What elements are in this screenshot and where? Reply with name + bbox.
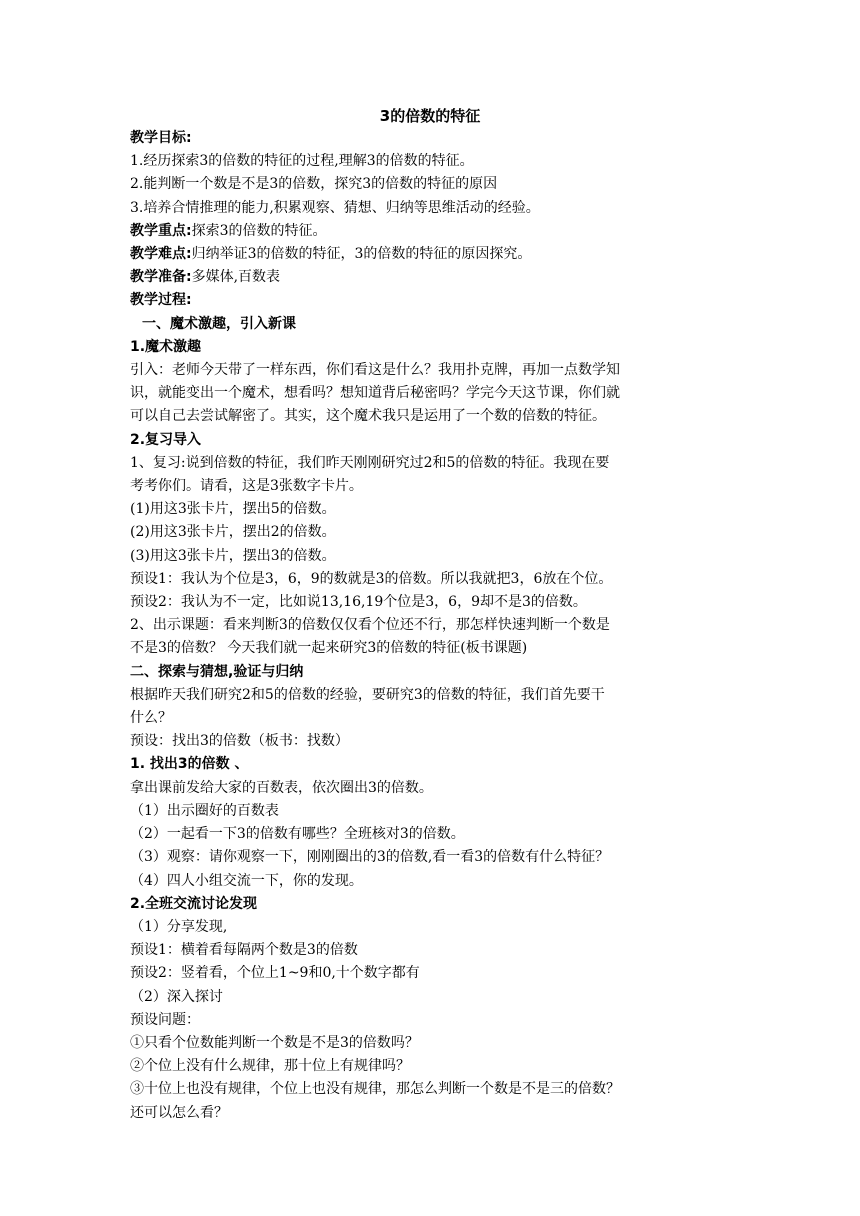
paragraph-line: 预设问题：	[130, 1011, 200, 1028]
objectives-heading: 教学目标:	[130, 130, 192, 146]
paragraph-line: 考考你们。请看，这是3张数字卡片。	[130, 478, 363, 495]
paragraph-line: （1）分享发现,	[130, 918, 228, 935]
difficulty-text: 归纳举证3的倍数的特征，3的倍数的特征的原因探究。	[191, 246, 532, 263]
paragraph-line: (1)用这3张卡片，摆出5的倍数。	[130, 501, 336, 518]
paragraph-line: 预设：找出3的倍数（板书：找数）	[130, 733, 349, 750]
paragraph-line: (3)用这3张卡片，摆出3的倍数。	[130, 547, 336, 564]
section2-step1-heading: 1. 找出3的倍数 、	[130, 756, 249, 773]
paragraph-line: 什么？	[130, 710, 172, 727]
preparation-label: 教学准备:	[130, 269, 192, 286]
paragraph-line: 识，就能变出一个魔术，想看吗？想知道背后秘密吗？学完今天这节课，你们就	[130, 385, 620, 402]
document-body	[130, 127, 735, 1125]
objective-item: 2.能判断一个数是不是3的倍数，探究3的倍数的特征的原因	[130, 176, 498, 193]
paragraph-line: ①只看个位数能判断一个数是不是3的倍数吗？	[130, 1034, 419, 1051]
section1-part2-heading: 2.复习导入	[130, 431, 202, 448]
key-point-line	[130, 220, 735, 243]
paragraph-line: ③十位上也没有规律，个位上也没有规律，那怎么判断一个数是不是三的倍数？	[130, 1081, 620, 1098]
paragraph-line: （1）出示圈好的百数表	[130, 802, 279, 819]
paragraph-line: 不是3的倍数？ 今天我们就一起来研究3的倍数的特征(板书课题)	[130, 640, 528, 657]
section2-step2-heading: 2.全班交流讨论发现	[130, 895, 258, 912]
preparation-text: 多媒体,百数表	[191, 269, 281, 286]
paragraph-line: 还可以怎么看？	[130, 1104, 228, 1121]
paragraph-line: 预设1：横着看每隔两个数是3的倍数	[130, 942, 358, 959]
paragraph-line: （4）四人小组交流一下，你的发现。	[130, 872, 363, 889]
paragraph-line: 根据昨天我们研究2和5的倍数的经验，要研究3的倍数的特征，我们首先要干	[130, 686, 605, 703]
paragraph-line: 引入：老师今天带了一样东西，你们看这是什么？我用扑克牌，再加一点数学知	[130, 362, 620, 379]
paragraph-line: 预设1：我认为个位是3，6，9的数就是3的倍数。所以我就把3，6放在个位。	[130, 570, 613, 587]
paragraph-line: 预设2：竖着看，个位上1~9和0,十个数字都有	[130, 965, 420, 982]
paragraph-line: 可以自己去尝试解密了。其实，这个魔术我只是运用了一个数的倍数的特征。	[130, 408, 606, 425]
objective-item: 3.培养合情推理的能力,积累观察、猜想、归纳等思维活动的经验。	[130, 199, 540, 216]
preparation-line	[130, 266, 735, 289]
paragraph-line: (2)用这3张卡片，摆出2的倍数。	[130, 524, 336, 541]
section2-heading: 二、探索与猜想,验证与归纳	[130, 663, 304, 680]
paragraph-line: ②个位上没有什么规律，那十位上有规律吗？	[130, 1058, 410, 1075]
section1-heading: 一、魔术激趣，引入新课	[142, 315, 296, 332]
paragraph-line: （2）一起看一下3的倍数有哪些？全班核对3的倍数。	[130, 826, 465, 843]
paragraph-line: （3）观察：请你观察一下，刚刚圈出的3的倍数,看一看3的倍数有什么特征？	[130, 849, 610, 866]
paragraph-line: 2、出示课题：看来判断3的倍数仅仅看个位还不行，那怎样快速判断一个数是	[130, 617, 610, 634]
paragraph-line: （2）深入探讨	[130, 988, 223, 1005]
key-point-text: 探索3的倍数的特征。	[191, 222, 327, 239]
paragraph-line: 拿出课前发给大家的百数表，依次圈出3的倍数。	[130, 779, 433, 796]
document-title: 3的倍数的特征	[379, 107, 481, 125]
process-heading: 教学过程:	[130, 292, 192, 309]
section1-part1-heading: 1.魔术激趣	[130, 338, 202, 355]
paragraph-line: 预设2：我认为不一定，比如说13,16,19个位是3，6，9却不是3的倍数。	[130, 594, 587, 611]
difficulty-label: 教学难点:	[130, 246, 192, 263]
difficulty-line	[130, 243, 735, 266]
objective-item: 1.经历探索3的倍数的特征的过程,理解3的倍数的特征。	[130, 153, 474, 170]
paragraph-line: 1、复习:说到倍数的特征，我们昨天刚刚研究过2和5的倍数的特征。我现在要	[130, 454, 610, 471]
key-point-label: 教学重点:	[130, 222, 192, 239]
